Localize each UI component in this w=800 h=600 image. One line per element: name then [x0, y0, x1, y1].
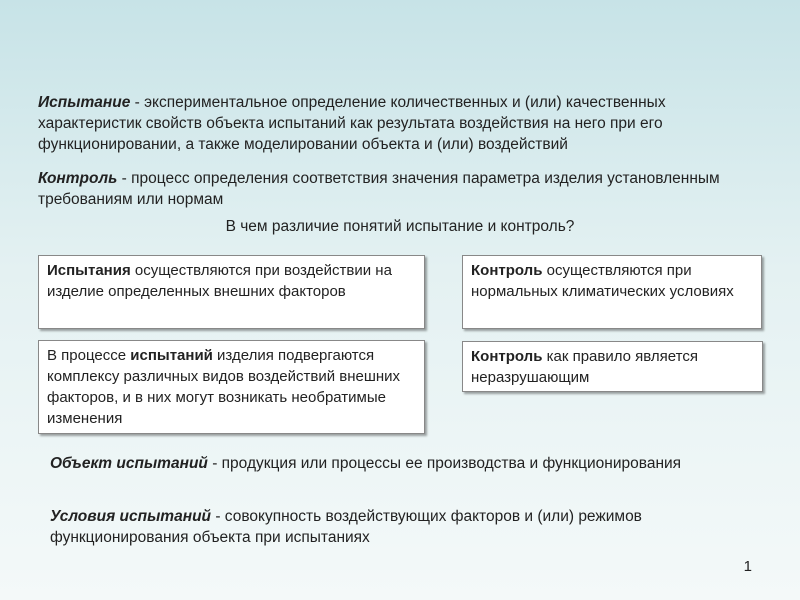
box-term: испытаний	[130, 347, 213, 364]
box-text: осуществляются при воздействии на изделие определенных внешних факторов	[47, 262, 392, 300]
definition-ispytanie	[38, 92, 768, 155]
box-term: Испытания	[47, 262, 131, 279]
box-ispytaniya-factors	[38, 255, 425, 329]
term-object: Объект испытаний	[50, 455, 208, 472]
box-text: как правило является неразрушающим	[471, 348, 698, 386]
term-conditions: Условия испытаний	[50, 508, 212, 525]
definition-conditions	[50, 506, 770, 548]
definition-ispytanie-text: - экспериментальное определение количественных и (или) качественных характеристик свойств объекта испытаний как результата воздействия на него при его функционировании, а также моделировании объекта и (или) воздействий	[38, 94, 666, 153]
definition-kontrol-text: - процесс определения соответствия значения параметра изделия установленным требованиям или нормам	[38, 170, 720, 208]
box-term: Контроль	[471, 262, 543, 279]
box-pre: В процессе	[47, 347, 131, 364]
question: В чем различие понятий испытание и контроль?	[225, 218, 575, 235]
box-text: изделия подвергаются комплексу различных видов воздействий внешних факторов, и в них могут возникать необратимые изменения	[47, 347, 401, 427]
page-number: 1	[743, 558, 752, 575]
box-kontrol-conditions	[462, 255, 762, 329]
box-kontrol-nondestructive	[462, 341, 763, 392]
term-ispytanie: Испытание	[38, 94, 131, 111]
definition-conditions-text: - совокупность воздействующих факторов и (или) режимов функционирования объекта при испытаниях	[50, 508, 642, 546]
box-term: Контроль	[471, 348, 543, 365]
term-kontrol: Контроль	[38, 170, 118, 187]
definition-object	[50, 453, 770, 474]
box-ispytaniya-changes	[38, 340, 425, 434]
definition-kontrol	[38, 168, 768, 210]
box-text: осуществляются при нормальных климатических условиях	[471, 262, 734, 300]
definition-object-text: - продукция или процессы ее производства и функционирования	[207, 455, 682, 472]
